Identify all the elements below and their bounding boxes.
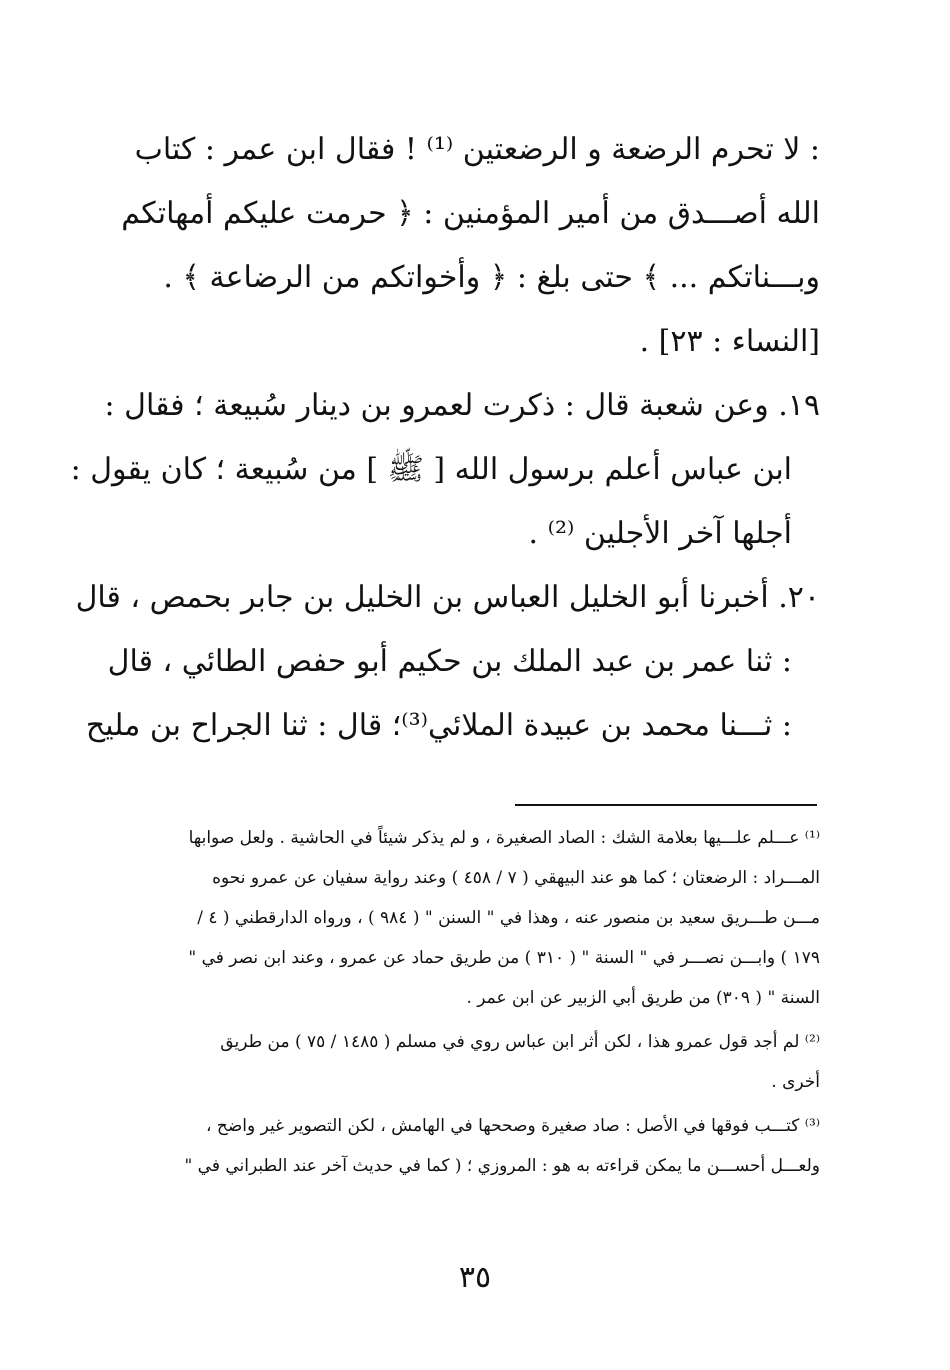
text-line: : ثـــنا محمد بن عبيدة الملائي⁽³⁾؛ قال : ثنا الجراح بن مليح (85, 708, 792, 743)
text-line: الله أصـــدق من أمير المؤمنين : ﴿ حرمت عليكم أمهاتكم (121, 196, 820, 231)
footnote-line: المـــراد : الرضعتان ؛ كما هو عند البيهقي ( ٧ / ٤٥٨ ) وعند رواية سفيان عن عمرو نحوه (212, 868, 820, 888)
footnote-3 (160, 1106, 820, 1186)
footnote-line: ⁽³⁾ كتـــب فوقها في الأصل : صاد صغيرة وصححها في الهامش ، لكن التصوير غير واضح ، (205, 1116, 820, 1136)
main-text-block (70, 118, 820, 758)
footnote-divider (515, 804, 817, 806)
footnotes-block (160, 818, 820, 1186)
footnote-2 (160, 1022, 820, 1102)
page-number: ٣٥ (458, 1260, 492, 1295)
text-line: ١٩. وعن شعبة قال : ذكرت لعمرو بن دينار سُبيعة ؛ فقال : (104, 388, 820, 423)
text-line: ابن عباس أعلم برسول الله [ ﷺ ] من سُبيعة ؛ كان يقول : (70, 452, 792, 487)
footnote-1 (160, 818, 820, 1018)
footnote-line: ⁽²⁾ لم أجد قول عمرو هذا ، لكن أثر ابن عباس روي في مسلم ( ١٤٨٥ / ٧٥ ) من طريق (220, 1032, 820, 1052)
text-line: أجلها آخر الأجلين ⁽²⁾ . (528, 516, 792, 551)
footnote-line: السنة " ( ٣٠٩) من طريق أبي الزبير عن ابن عمر . (466, 988, 820, 1008)
text-line: وبـــناتكم ... ﴾ حتى بلغ : ﴿ وأخواتكم من الرضاعة ﴾ . (163, 260, 820, 295)
footnote-line: ⁽¹⁾ عـــلم علـــيها بعلامة الشك : الصاد الصغيرة ، و لم يذكر شيئاً في الحاشية . ولعل صوابها (188, 828, 820, 848)
footnote-line: أخرى . (771, 1072, 820, 1092)
text-line: ٢٠. أخبرنا أبو الخليل العباس بن الخليل بن جابر بحمص ، قال (75, 580, 820, 615)
text-line: : ثنا عمر بن عبد الملك بن حكيم أبو حفص الطائي ، قال (107, 644, 792, 679)
footnote-line: ١٧٩ ) وابـــن نصـــر في " السنة " ( ٣١٠ ) من طريق حماد عن عمرو ، وعند ابن نصر في " (188, 948, 820, 968)
footnote-line: مـــن طـــريق سعيد بن منصور عنه ، وهذا في " السنن " ( ٩٨٤ ) ، ورواه الدارقطني ( ٤ / (197, 908, 820, 928)
text-line: : لا تحرم الرضعة و الرضعتين ⁽¹⁾ ! فقال ابن عمر : كتاب (134, 132, 820, 167)
footnote-line: ولعـــل أحســـن ما يمكن قراءته به هو : المروزي ؛ ( كما في حديث آخر عند الطبراني في " (184, 1156, 820, 1176)
text-line: [النساء : ٢٣] . (639, 324, 820, 359)
